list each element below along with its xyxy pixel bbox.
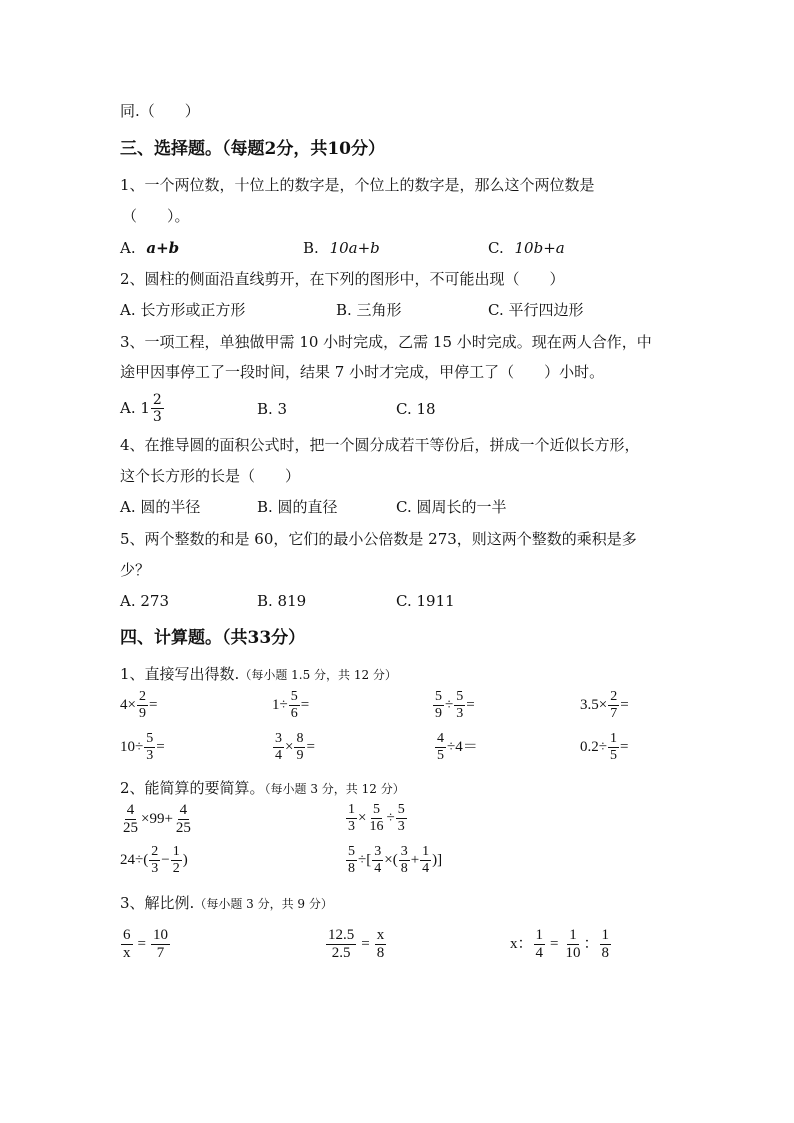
calc-item: $\frac{5}{9}$ ÷ $\frac{5}{3}$ = [435,689,475,721]
q1-option-c: C. 10b+a [488,239,565,257]
q1-option-b: B. 10a+b [303,239,380,257]
fraction: $\frac{12.5}{2.5}$ [328,927,355,961]
fraction: $\frac{5}{16}$ [369,802,384,834]
q4-option-a: A. 圆的半径 [120,498,201,516]
section4-heading: 四、计算题。（共33分） [120,628,306,648]
simplify-expr-2: $\frac{1}{3}$ × $\frac{5}{16}$ ÷ $\frac{5}{3}$ [348,802,405,834]
p2-title: 2、能简算的要简算。（每小题 3 分，共 12 分） [120,779,405,797]
fraction: $\frac{1}{3}$ [348,802,355,834]
fraction: $\frac{5}{3}$ [397,802,405,834]
proportion-1: $\frac{6}{x}$ = $\frac{10}{7}$ [123,927,168,961]
fraction: $\frac{x}{8}$ [376,927,385,961]
fraction: $\frac{1}{4}$ [535,927,544,961]
q2-option-a: A. 长方形或正方形 [120,301,246,319]
q3-line2: 途甲因事停工了一段时间，结果 7 小时才完成，甲停工了（ ）小时。 [120,363,605,381]
q1-blank: （ ）。 [122,207,190,225]
p1-title: 1、直接写出得数.（每小题 1.5 分，共 12 分） [120,665,397,683]
fraction: $\frac{3}{4}$ [275,731,282,763]
q5-option-c: C. 1911 [396,592,455,610]
q5-line2: 少？ [120,561,151,579]
q5-option-b: B. 819 [257,592,307,610]
calc-item: 3.5× $\frac{2}{7}$ = [580,689,629,721]
fraction: $\frac{1}{4}$ [422,844,430,876]
simplify-expr-1: $\frac{4}{25}$ ×99+ $\frac{4}{25}$ [123,802,191,836]
proportion-2: $\frac{12.5}{2.5}$ = $\frac{x}{8}$ [328,927,385,961]
q3-option-b: B. 3 [257,400,288,418]
fraction: $\frac{2}{3}$ [151,844,159,876]
fraction: $\frac{5}{6}$ [290,689,298,721]
calc-item: 10÷ $\frac{5}{3}$ = [120,731,165,763]
fraction: $\frac{3}{4}$ [374,844,382,876]
q5-option-a: A. 273 [120,592,169,610]
q2-option-c: C. 平行四边形 [488,301,584,319]
fraction: $\frac{6}{x}$ [123,927,131,961]
continued-line: 同.（ ） [120,102,200,120]
fraction: $\frac{4}{5}$ [437,731,444,763]
section3-heading: 三、选择题。（每题2分，共10分） [120,139,385,159]
q1-text: 1、一个两位数，十位上的数字是，个位上的数字是，那么这个两位数是 [120,176,595,194]
q1-option-a: A. a+b [120,239,180,257]
fraction: $\frac{5}{3}$ [456,689,464,721]
q4-option-b: B. 圆的直径 [257,498,338,516]
fraction: $\frac{2}{9}$ [138,689,146,721]
q2-option-b: B. 三角形 [336,301,402,319]
calc-item: $\frac{4}{5}$ ÷4＝ [437,731,478,763]
fraction: $\frac{5}{8}$ [348,844,355,876]
q2-text: 2、圆柱的侧面沿直线剪开，在下列的图形中，不可能出现（ ） [120,270,565,288]
fraction: $\frac{10}{7}$ [152,927,168,961]
calc-item: 0.2÷ $\frac{1}{5}$ = [580,731,629,763]
fraction: $\frac{1}{10}$ [565,927,581,961]
fraction: $\frac{2}{7}$ [610,689,618,721]
fraction: $\frac{4}{25}$ [175,802,191,836]
proportion-3: x： $\frac{1}{4}$ = $\frac{1}{10}$ ： $\frac{1}{8}$ [510,927,609,961]
q3-line1: 3、一项工程，单独做甲需 10 小时完成，乙需 15 小时完成。现在两人合作，中 [120,333,652,351]
q5-line1: 5、两个整数的和是 60，它们的最小公倍数是 273，则这两个整数的乘积是多 [120,530,637,548]
q4-option-c: C. 圆周长的一半 [396,498,507,516]
fraction: $\frac{5}{3}$ [146,731,154,763]
q4-line1: 4、在推导圆的面积公式时，把一个圆分成若干等份后，拼成一个近似长方形， [120,436,640,454]
calc-item: 4× $\frac{2}{9}$ = [120,689,158,721]
q3-option-c: C. 18 [396,400,436,418]
simplify-expr-4: $\frac{5}{8}$ ÷[ $\frac{3}{4}$ ×( $\frac{3}{8}$ + $\frac{1}{4}$ )] [348,844,443,876]
fraction: $\frac{1}{2}$ [172,844,180,876]
calc-item: 1÷ $\frac{5}{6}$ = [272,689,310,721]
fraction: $\frac{8}{9}$ [296,731,304,763]
q4-line2: 这个长方形的长是（ ） [120,467,301,485]
simplify-expr-3: 24÷( $\frac{2}{3}$ − $\frac{1}{2}$ ) [120,844,188,876]
fraction: $\frac{5}{9}$ [435,689,442,721]
fraction: $\frac{3}{8}$ [400,844,408,876]
fraction: $\frac{4}{25}$ [123,802,138,836]
fraction: $\frac{1}{8}$ [601,927,609,961]
q3-option-a: A. 1 2 3 [120,391,162,425]
calc-item: $\frac{3}{4}$ × $\frac{8}{9}$ = [275,731,315,763]
p3-title: 3、解比例.（每小题 3 分，共 9 分） [120,894,333,912]
fraction: 2 3 [152,391,162,425]
fraction: $\frac{1}{5}$ [609,731,617,763]
